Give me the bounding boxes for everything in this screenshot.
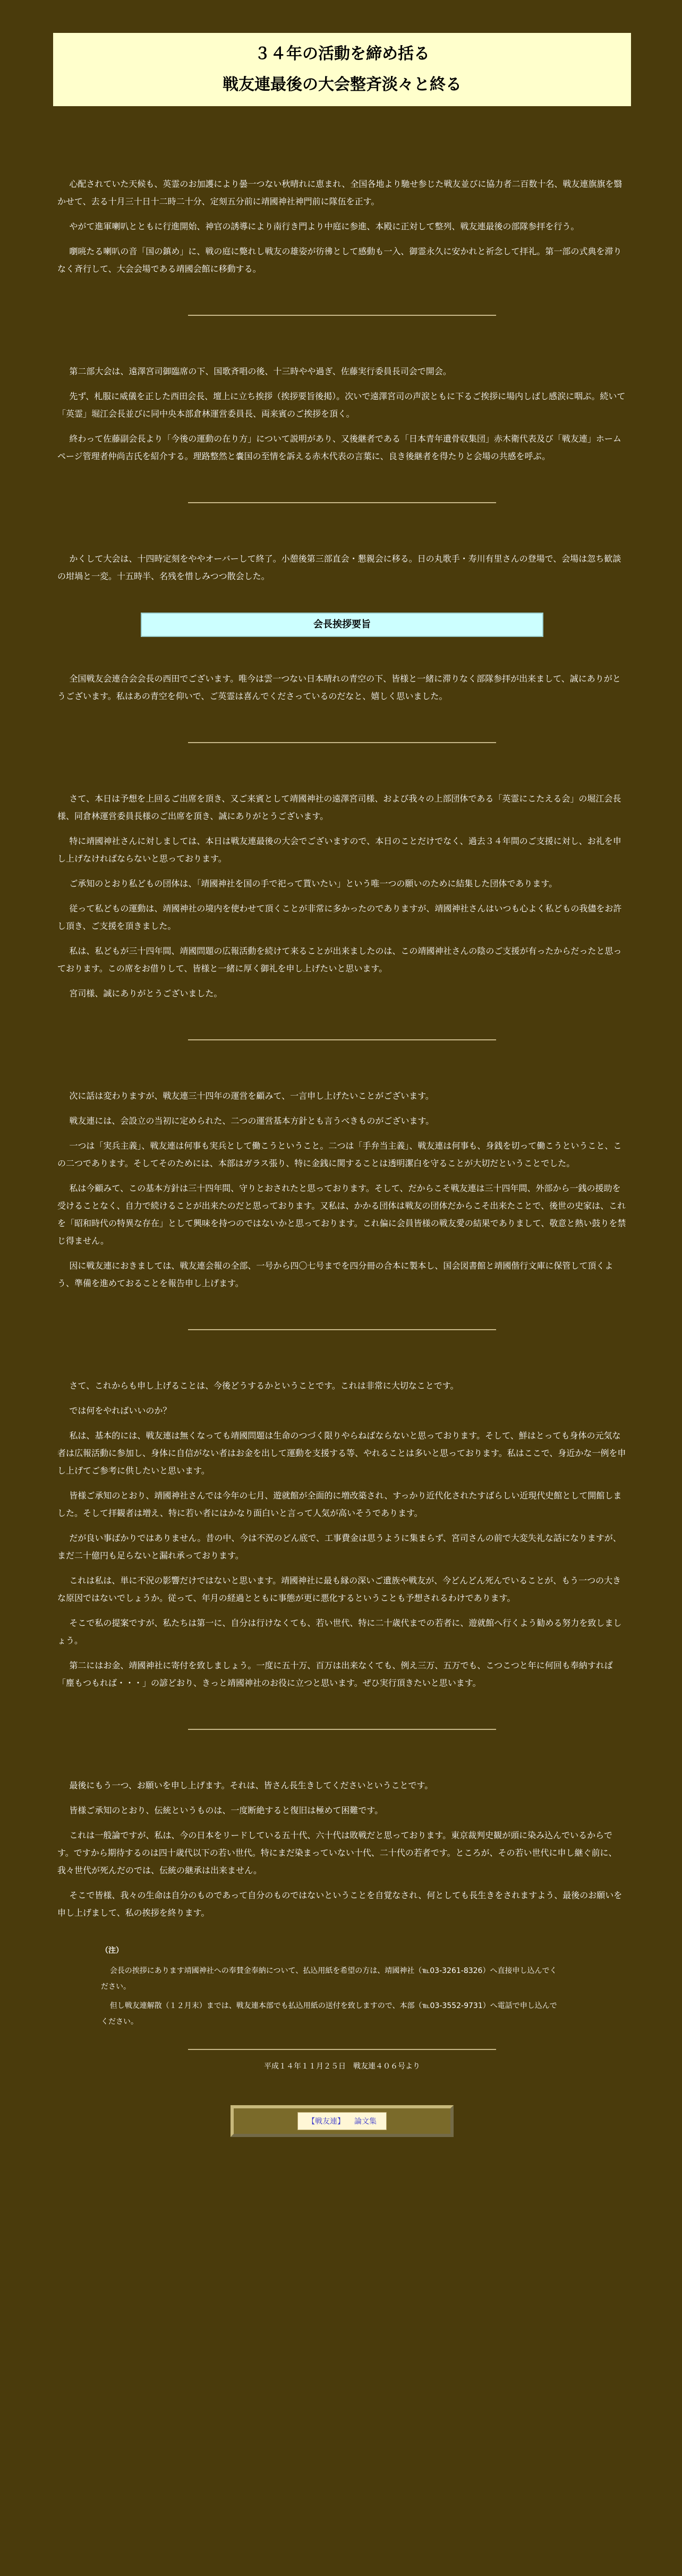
notes-block bbox=[101, 1943, 563, 2030]
divider bbox=[188, 1039, 496, 1040]
paragraph: やがて進軍喇叭とともに行進開始、神官の誘導により南行き門より中庭に参進、本殿に正対して整列、戦友連最後の部隊参拝を行う。 bbox=[69, 221, 579, 231]
paragraph: 全国戦友会連合会会長の西田でございます。唯今は雲一つない日本晴れの青空の下、皆様と一緒に滞りなく部隊参拝が出来まして、誠にありがとうございます。私はあの青空を仰いで、ご英霊は喜んでくださっているのだなと、嬉しく思いました。 bbox=[57, 674, 621, 701]
paragraph: 終わって佐藤副会長より「今後の運動の在り方」について説明があり、又後継者である「日本青年遺骨収集団」赤木衛代表及び「戦友連」ホームページ管理者仲尚吉氏を紹介する。理路整然と嚢国の至情を訴える赤木代表の言葉に、良き後継者を得たりと会場の共感を呼ぶ。 bbox=[57, 434, 621, 461]
paragraph: 嚠喨たる喇叭の音「国の鎮め」に、戦の庭に斃れし戦友の雄姿が彷彿として感動も一入、御霊永久に安かれと祈念して拝礼。第一部の式典を滞りなく斉行して、大会会場である靖國会館に移動する。 bbox=[57, 246, 622, 274]
paragraph-group bbox=[53, 550, 631, 585]
paragraph: かくして大会は、十四時定刻をややオーバーして終了。小憩後第三部直会・懇親会に移る。日の丸歌手・寿川有里さんの登場で、会場は忽ち歓談の坩堝と一変。十五時半、名残を惜しみつつ散会した。 bbox=[57, 554, 621, 581]
paragraph: 戦友連には、会設立の当初に定められた、二つの運営基本方針とも言うべきものがございます。 bbox=[69, 1116, 434, 1126]
paragraph: 第二部大会は、遠澤宮司御臨席の下、国歌斉唱の後、十三時やや過ぎ、佐藤実行委員長司会で開会。 bbox=[69, 366, 451, 376]
paragraph: 私は今顧みて、この基本方針は三十四年間、守りとおされたと思っております。そして、だからこそ戦友連は三十四年間、外部から一銭の援助を受けることなく、自力で続けることが出来たのだと思っております。又私は、かかる団体は戦友の団体だからこそ出来たことで、後世の史家は、これを「昭和時代の特異な存在」として興味を持つのではないかと思っております。これ偏に会員皆様の戦友愛の結果でありまして、敬意と熱い鼓りを禁じ得ません。 bbox=[57, 1183, 626, 1246]
paragraph: 最後にもう一つ、お願いを申し上げます。それは、皆さん長生きしてくださいということです。 bbox=[69, 1780, 433, 1790]
paragraph-group bbox=[53, 1777, 631, 1922]
paragraph: 皆様ご承知のとおり、靖國神社さんでは今年の七月、遊就館が全面的に増改築され、すっかり近代化されたすばらしい近現代史館として開館しました。そして拝観者は増え、特に若い者にはかなり面白いと言って人気が高いそうであります。 bbox=[57, 1491, 622, 1518]
paragraph: さて、本日は予想を上回るご出席を頂き、又ご来賓として靖國神社の遠澤宮司様、および我々の上部団体である「英霊にこたえる会」の堀江会長様、同倉林運営委員長様のご出席を頂き、誠にありがとうございます。 bbox=[57, 794, 621, 821]
nav-link-ronbunshu[interactable]: 論文集 bbox=[354, 2117, 377, 2126]
divider bbox=[188, 2049, 496, 2050]
title-banner bbox=[53, 33, 631, 106]
speech-sections bbox=[53, 670, 631, 1922]
paragraph: 第二にはお金、靖國神社に寄付を致しましょう。一度に五十万、百万は出来なくても、例え三万、五万でも、こつこつと年に何回も奉納すれば「塵もつもれば・・・」の諺どおり、きっと靖國神社のお役に立つと思います。ぜひ実行頂きたいと思います。 bbox=[57, 1660, 613, 1688]
paragraph: そこで私の提案ですが、私たちは第一に、自分は行けなくても、若い世代、特に二十歳代までの若者に、遊就館へ行くよう勧める努力を致しましょう。 bbox=[57, 1618, 622, 1645]
paragraph: 心配されていた天候も、英霊のお加護により曇一つない秋晴れに恵まれ、全国各地より馳せ参じた戦友並びに協力者二百数十名、戦友連旗旗を翳かせて、去る十月三十日十二時二十分、定刻五分前に靖國神社神門前に隊伍を正す。 bbox=[57, 179, 623, 206]
paragraph: これは私は、単に不況の影響だけではないと思います。靖國神社に最も縁の深いご遺族や戦友が、今どんどん死んでいることが、もう一つの大きな原因ではないでしょうか。従って、年月の経過とともに事態が更に悪化するということも予想されるわけであります。 bbox=[57, 1575, 621, 1603]
notes-title: （注） bbox=[101, 1946, 123, 1955]
paragraph: さて、これからも申し上げることは、今後どうするかということです。これは非常に大切なことです。 bbox=[69, 1381, 459, 1391]
paragraph: では何をやればいいのか？ bbox=[69, 1406, 172, 1416]
paragraph-group bbox=[53, 175, 631, 278]
report-sections bbox=[53, 175, 631, 585]
paragraph-group bbox=[53, 1377, 631, 1692]
paragraph: 因に戦友連におきましては、戦友連会報の全部、一号から四〇七号までを四分冊の合本に製本し、国会図書館と靖國偕行文庫に保管して頂くよう、準備を進めておることを報告申し上げます。 bbox=[57, 1261, 613, 1288]
speech-heading: 会長挨拶要旨 bbox=[141, 613, 543, 637]
paragraph-group bbox=[53, 670, 631, 705]
divider bbox=[188, 742, 496, 743]
article-body bbox=[53, 175, 631, 2137]
paragraph: ご承知のとおり私どもの団体は、「靖國神社を国の手で祀って貰いたい」という唯一つの願いのために結集した団体であります。 bbox=[69, 878, 558, 889]
paragraph: だが良い事ばかりではありません。昔の中、今は不況のどん底で、工事費金は思うように集まらず、宮司さんの前で大変失礼な話になりますが、まだ二十億円も足らないと漏れ承っております。 bbox=[57, 1533, 621, 1561]
paragraph: 私は、私どもが三十四年間、靖國問題の広報活動を続けて来ることが出来ましたのは、この靖國神社さんの陰のご支援が有ったからだったと思っております。この席をお借りして、皆様と一緒に厚く御礼を申し上げたいと思います。 bbox=[57, 946, 622, 973]
footer-nav-panel bbox=[297, 2112, 387, 2130]
footer-date: 平成１４年１１月２５日 戦友連４０６号より bbox=[264, 2062, 420, 2071]
paragraph: 皆様ご承知のとおり、伝統というものは、一度断絶すると復旧は極めて困難です。 bbox=[69, 1805, 383, 1815]
divider bbox=[188, 1729, 496, 1730]
note-item: 会長の挨拶にあります靖國神社への奉賛金奉納について、払込用紙を希望の方は、靖國神社（℡03-3261-8326）へ直接申し込んでください。 bbox=[101, 1967, 557, 1991]
divider bbox=[188, 502, 496, 503]
divider bbox=[188, 315, 496, 316]
paragraph-group bbox=[53, 1087, 631, 1292]
paragraph: 私は、基本的には、戦友連は無くなっても靖國問題は生命のつづく限りやらねばならないと思っております。そして、鮮はとっても身体の元気な者は広報活動に参加し、身体に自信がない者はお金を出して運動を支援する等、やれることは多いと思っております。私はここで、身近かな一例を申し上げてご参考に供したいと思います。 bbox=[57, 1431, 626, 1476]
paragraph: 一つは「実兵主義」、戦友連は何事も実兵として働こうということ。二つは「手弁当主義」、戦友連は何事も、身銭を切って働こうということ、この二つであります。そしてそのためには、本部はガラス張り、特に金銭に関することは透明潔白を守ることが大切だということでした。 bbox=[57, 1141, 622, 1168]
paragraph-group bbox=[53, 363, 631, 465]
note-item: 但し戦友連解散（１２月末）までは、戦友連本部でも払込用紙の送付を致しますので、本部（℡03-3552-9731）へ電話で申し込んでください。 bbox=[101, 2002, 557, 2026]
title-line-1: ３４年の活動を締め括る bbox=[254, 45, 430, 63]
nav-link-senyuren[interactable]: 【戦友連】 bbox=[308, 2117, 345, 2126]
paragraph: そこで皆様、我々の生命は自分のものであって自分のものではないということを自覚なされ、何としても長生きをされますよう、最後のお願いを申し上げまして、私の挨拶を終ります。 bbox=[57, 1890, 623, 1918]
footer-nav bbox=[231, 2105, 454, 2137]
paragraph: これは一般論ですが、私は、今の日本をリードしている五十代、六十代は敗戦だと思っております。東京裁判史観が頭に染み込んでいるからです。ですから期待するのは四十歳代以下の若い世代。特にまだ染まっていない十代、二十代の若者です。ところが、その若い世代に申し継ぐ前に、我々世代が死んだのでは、伝統の継承は出来ません。 bbox=[57, 1830, 617, 1875]
paragraph-group bbox=[53, 790, 631, 1002]
paragraph: 宮司様、誠にありがとうございました。 bbox=[69, 988, 223, 998]
title-line-2: 戦友連最後の大会整斉淡々と終る bbox=[223, 75, 462, 94]
divider bbox=[188, 1329, 496, 1330]
paragraph: 次に話は変わりますが、戦友連三十四年の運営を顧みて、一言申し上げたいことがございます。 bbox=[69, 1091, 434, 1101]
paragraph: 従って私どもの運動は、靖國神社の境内を使わせて頂くことが非常に多かったのでありますが、靖國神社さんはいつも心よく私どもの我儘をお許し頂き、ご支援を頂きました。 bbox=[57, 903, 622, 931]
paragraph: 特に靖國神社さんに対しましては、本日は戦友連最後の大会でございますので、本日のことだけでなく、過去３４年間のご支援に対し、お礼を申し上げなければならないと思っております。 bbox=[57, 836, 621, 864]
paragraph: 先ず、札服に威儀を正した西田会長、壇上に立ち挨拶（挨拶要旨後掲）。次いで遠澤宮司の声涙ともに下るご挨拶に場内しばし感涙に咽ぶ。続いて「英霊」堀江会長並びに同中央本部倉林運営委員長、両来賓のご挨拶を頂く。 bbox=[57, 391, 626, 419]
